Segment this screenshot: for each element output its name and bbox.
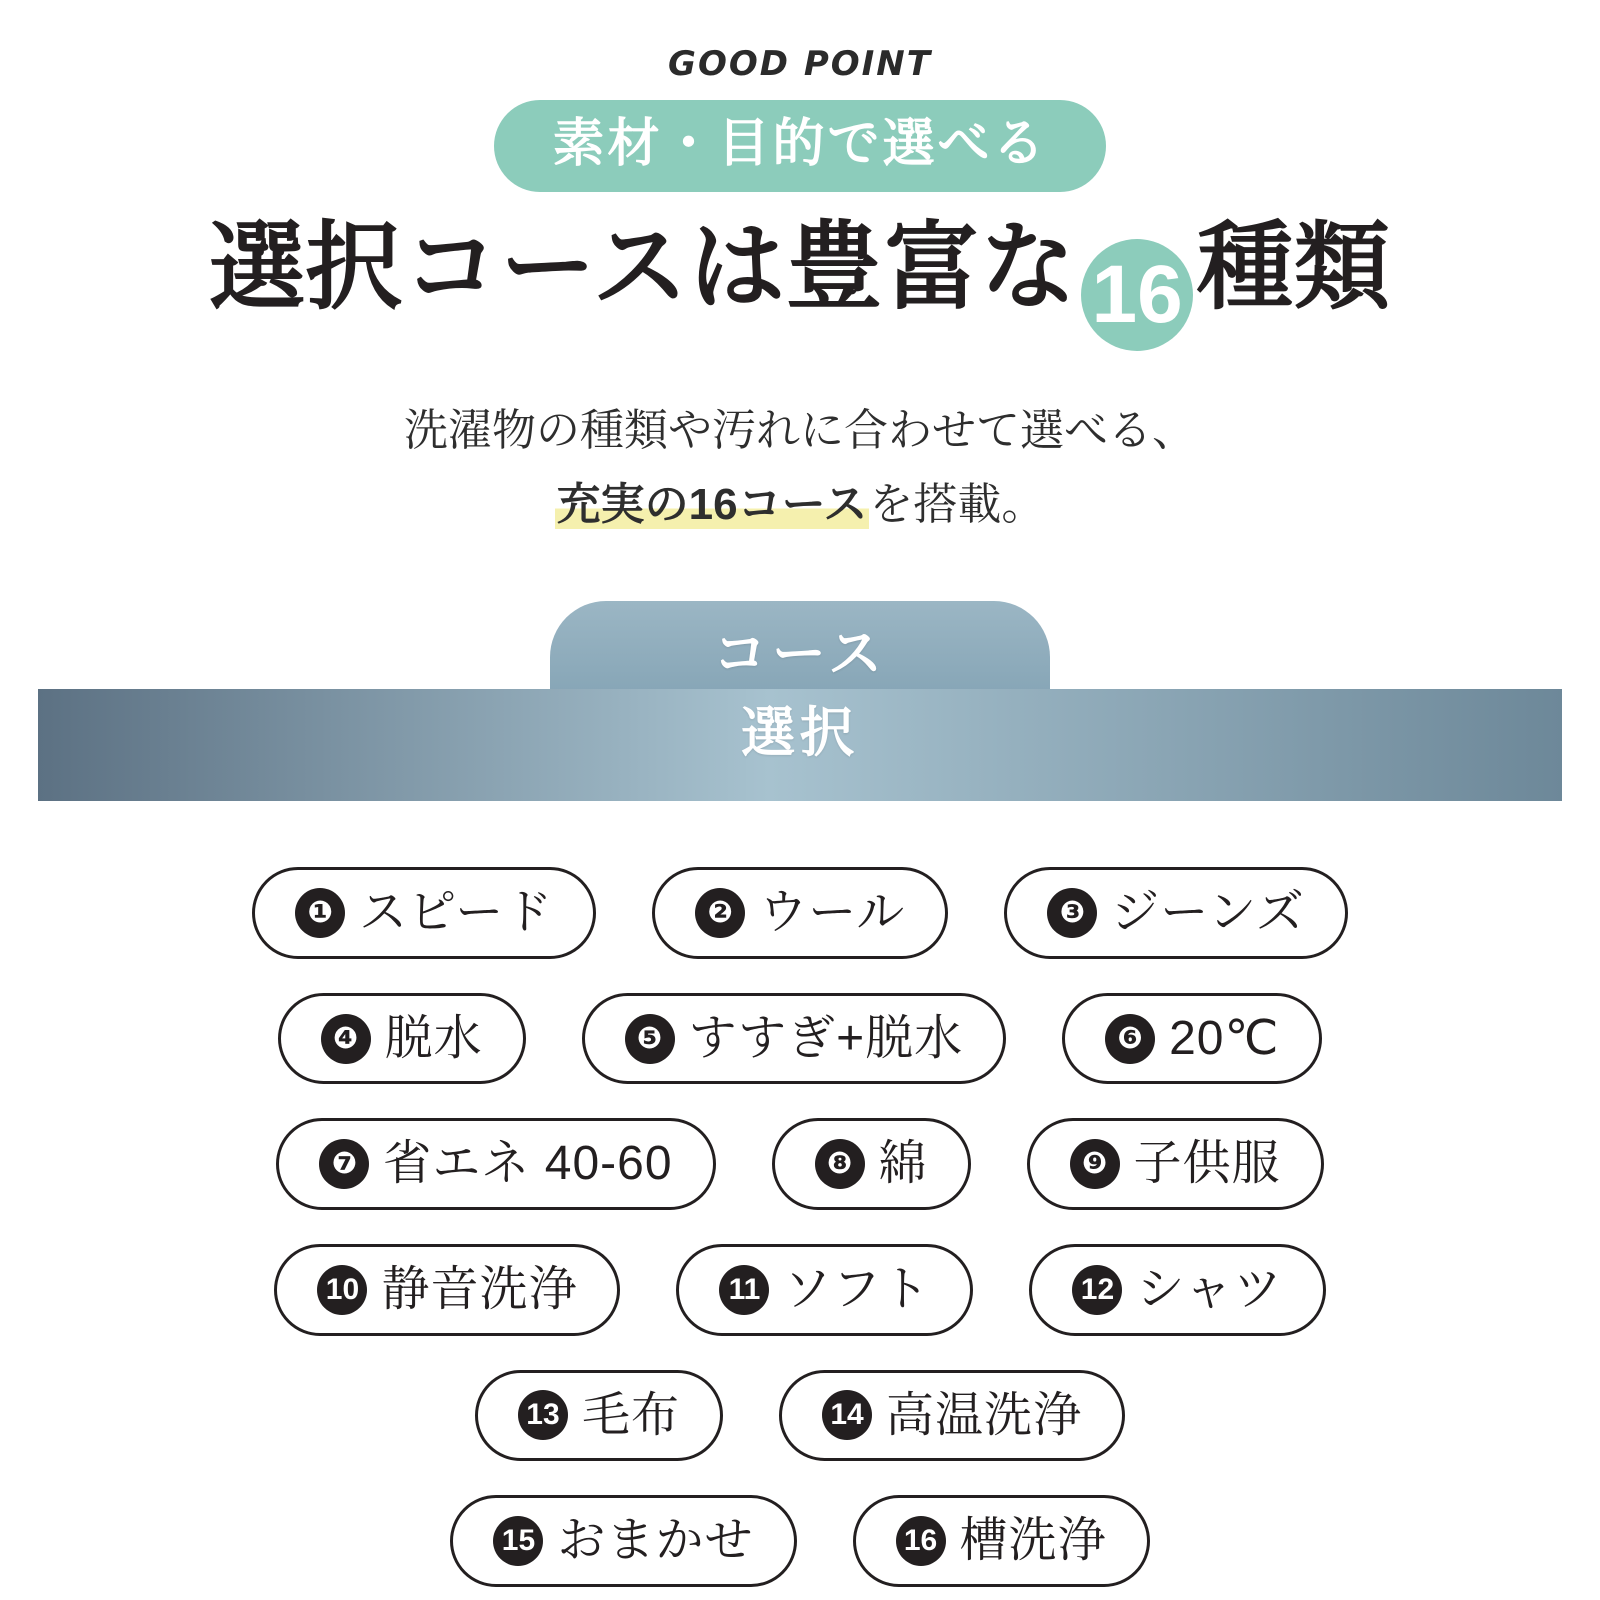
course-number-badge: 15 (493, 1516, 543, 1566)
subtitle-line-2 (0, 471, 1600, 539)
course-label: ソフト (783, 1263, 931, 1317)
course-label: 省エネ 40-60 (383, 1137, 673, 1191)
course-number-badge: ❸ (1047, 888, 1097, 938)
course-label: シャツ (1136, 1263, 1283, 1317)
course-number-badge: ❶ (295, 888, 345, 938)
course-number-badge: ❹ (321, 1014, 371, 1064)
course-chip[interactable] (853, 1495, 1150, 1587)
course-label: 槽洗浄 (959, 1514, 1107, 1568)
course-chip[interactable] (1027, 1118, 1324, 1210)
course-row (60, 867, 1540, 959)
course-number-badge: 13 (518, 1390, 568, 1440)
course-number-badge: 16 (896, 1516, 946, 1566)
course-label: 子供服 (1133, 1137, 1281, 1191)
pill-wrapper (0, 100, 1600, 192)
banner-label-line-2: 選択 (741, 702, 859, 763)
page-title (0, 214, 1600, 351)
course-label: おまかせ (557, 1514, 754, 1568)
course-label: ウール (759, 886, 906, 940)
subtitle (0, 397, 1600, 539)
subtitle-highlight: 充実の16コース (556, 480, 868, 530)
course-chip[interactable] (1004, 867, 1348, 959)
course-label: すすぎ+脱水 (688, 1011, 964, 1065)
course-chip[interactable] (278, 993, 526, 1085)
course-chip[interactable] (582, 993, 1007, 1085)
course-number-badge: ❽ (815, 1139, 865, 1189)
course-chip[interactable] (475, 1370, 723, 1462)
course-number-badge: ❾ (1070, 1139, 1120, 1189)
course-chip[interactable] (1062, 993, 1322, 1085)
course-chip[interactable] (450, 1495, 796, 1587)
course-chip[interactable] (779, 1370, 1125, 1462)
course-label: 綿 (878, 1137, 928, 1191)
course-label: スピード (359, 886, 554, 940)
course-label: 毛布 (581, 1388, 680, 1442)
subtitle-line-1: 洗濯物の種類や汚れに合わせて選べる、 (404, 405, 1196, 455)
course-label: 脱水 (384, 1011, 483, 1065)
banner-label-line-1: コース (712, 624, 888, 685)
course-banner (0, 601, 1600, 811)
course-number-badge: 11 (719, 1265, 769, 1315)
course-number-badge: 10 (317, 1265, 367, 1315)
course-label: ジーンズ (1111, 886, 1305, 940)
course-chip[interactable] (252, 867, 596, 959)
course-number-badge: ❺ (625, 1014, 675, 1064)
course-number-badge: 12 (1072, 1265, 1122, 1315)
course-chip[interactable] (676, 1244, 973, 1336)
course-row (60, 1495, 1540, 1587)
course-chip[interactable] (274, 1244, 620, 1336)
course-label: 静音洗浄 (381, 1263, 578, 1317)
course-row (60, 993, 1540, 1085)
headline-prefix: 選択コースは豊富な (208, 214, 1078, 321)
course-label: 高温洗浄 (886, 1388, 1083, 1442)
course-list (0, 867, 1600, 1587)
headline-count-badge: 16 (1081, 239, 1193, 351)
course-number-badge: ❻ (1105, 1014, 1155, 1064)
course-row (60, 1244, 1540, 1336)
course-chip[interactable] (1029, 1244, 1325, 1336)
course-label: 20℃ (1169, 1011, 1280, 1065)
course-row (60, 1118, 1540, 1210)
course-row (60, 1370, 1540, 1462)
course-chip[interactable] (652, 867, 948, 959)
headline-suffix: 種類 (1197, 214, 1392, 321)
course-number-badge: 14 (822, 1390, 872, 1440)
eyebrow-good-point: GOOD POINT (668, 44, 932, 84)
course-number-badge: ❷ (695, 888, 745, 938)
course-number-badge: ❼ (319, 1139, 369, 1189)
course-chip[interactable] (772, 1118, 971, 1210)
subtitle-tail: を搭載。 (869, 480, 1046, 530)
course-chip[interactable] (276, 1118, 715, 1210)
banner-label (0, 615, 1600, 772)
tagline-pill: 素材・目的で選べる (494, 100, 1105, 192)
